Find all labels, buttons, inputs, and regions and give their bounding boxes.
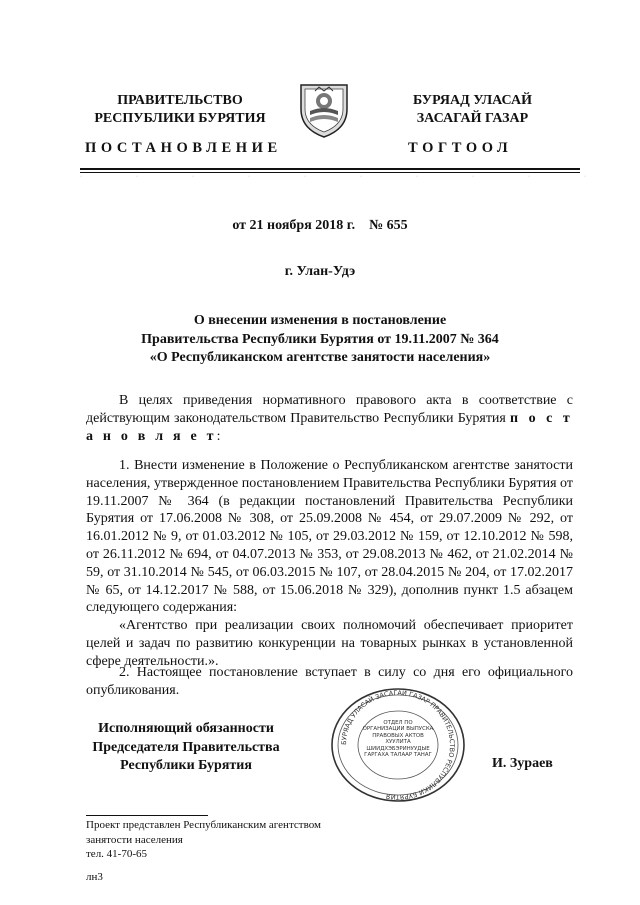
dotted-guides: ·········· xyxy=(80,174,640,180)
intro-end: : xyxy=(216,428,221,444)
item-2-text: 2. Настоящее постановление вступает в силу со дня его официального опубликования. xyxy=(86,665,573,698)
header-left-line1: ПРАВИТЕЛЬСТВО xyxy=(117,93,243,108)
header-right-line1: БУРЯАД УЛАСАЙ xyxy=(413,93,532,108)
official-stamp xyxy=(328,686,468,804)
city: г. Улан-Удэ xyxy=(284,264,356,279)
stamp-center-text: ОТДЕЛ ПО ОРГАНИЗАЦИИ ВЫПУСКА ПРАВОВЫХ АКТОВ ХУУЛИТА ШИИДХЭБЭРИНУУДЫЕ ГАРГАХА ТАЛААР ТАНАГ xyxy=(362,720,434,759)
signatory-line3: Республики Бурятия xyxy=(120,758,252,773)
signatory-name: И. Зураев xyxy=(492,756,553,771)
footer-line1: Проект представлен Республиканским агентством xyxy=(86,819,321,831)
intro-paragraph xyxy=(86,392,573,445)
footer-code: лн3 xyxy=(86,870,103,883)
header-left-line2: РЕСПУБЛИКИ БУРЯТИЯ xyxy=(94,111,266,126)
signatory-line1: Исполняющий обязанности xyxy=(98,721,274,736)
header-right xyxy=(380,92,565,128)
coat-of-arms-icon xyxy=(297,79,351,139)
footer-phone: тел. 41-70-65 xyxy=(86,848,148,860)
title-line3: «О Республиканском агентстве занятости населения» xyxy=(149,350,491,365)
signatory-line2: Председателя Правительства xyxy=(92,739,280,755)
footer-line2: занятости населения xyxy=(86,833,183,846)
item-1 xyxy=(86,457,573,671)
intro-text: В целях приведения нормативного правового акта в соответствие с действующим законодательством Правительство Республики Бурятия xyxy=(86,393,573,426)
item-1-text: 1. Внести изменение в Положение о Республиканском агентстве занятости населения, утвержденное постановлением Правительства Республики Бурятия от 19.11.2007 № 364 (в редакции постановлений Правительства Республики Бурятия от 17.06.2008 № 308, от 25.09.2008 № 454, от 29.07.2009 № 292, от 16.01.2012 № 9, от 01.03.2012 № 105, от 29.03.2012 № 159, от 12.10.2012 № 598, от 26.11.2012 № 694, от 04.07.2013 № 353, от 29.08.2013 № 462, от 21.02.2014 № 59, от 31.10.2014 № 545, от 06.03.2015 № 107, от 28.04.2015 № 204, от 17.02.2017 № 65, от 14.12.2017 № 588, от 15.06.2018 № 329), дополнив пункт 1.5 абзацем следующего содержания: xyxy=(86,458,573,616)
header-rule xyxy=(80,168,580,170)
document-title xyxy=(0,312,640,368)
header-right-line2: ЗАСАГАЙ ГАЗАР xyxy=(416,111,529,126)
header-rule-thin xyxy=(80,172,580,173)
date-number: от 21 ноября 2018 г. № 655 xyxy=(232,218,408,233)
doctype-ru: ПОСТАНОВЛЕНИЕ xyxy=(85,140,282,156)
footer-note xyxy=(86,818,321,884)
quote-text: «Агентство при реализации своих полномочий обеспечивает приоритет целей и задач по развитию конкуренции на товарных рынках в установленной сфере деятельности.». xyxy=(86,618,573,669)
doctype-bur: ТОГТООЛ xyxy=(408,140,513,156)
signatory-title xyxy=(86,720,286,776)
header-left xyxy=(85,92,275,128)
stamp-ring-text: БУРЯАД УЛАСАЙ ЗАСАГАЙ ГАЗАР ПРАВИТЕЛЬСТВО РЕСПУБЛИКИ БУРЯТИЯ xyxy=(339,688,457,802)
title-line1: О внесении изменения в постановление xyxy=(193,313,447,328)
title-line2: Правительства Республики Бурятия от 19.11.2007 № 364 xyxy=(141,331,499,347)
decree-keyword: п о с т а н о в л я е т xyxy=(86,410,573,444)
footer-rule xyxy=(86,815,208,816)
